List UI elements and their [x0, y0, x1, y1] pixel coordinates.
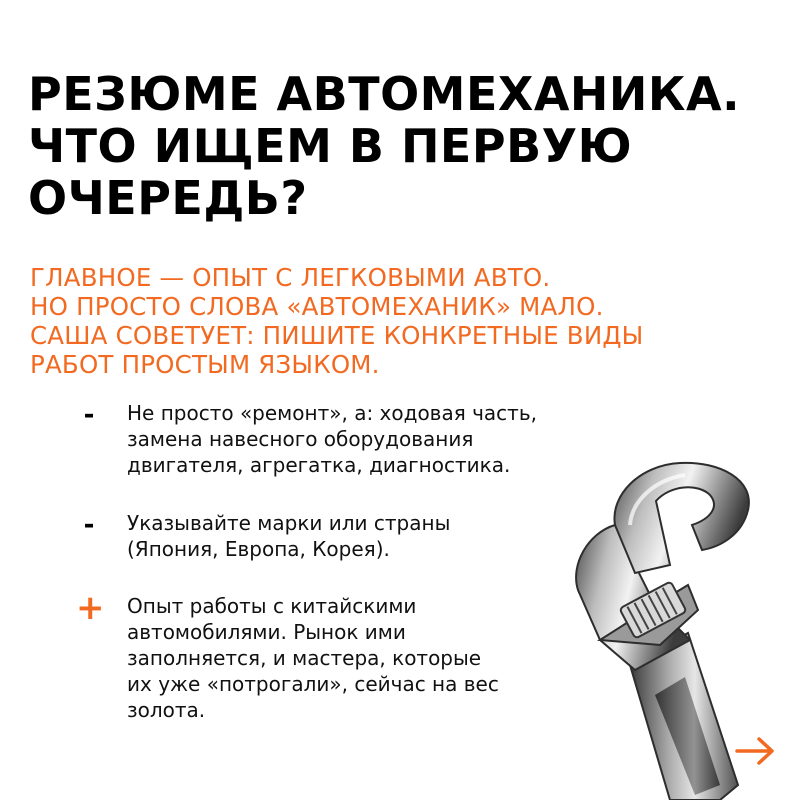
list-item-line: автомобилями. Рынок ими: [127, 620, 406, 644]
arrow-right-icon[interactable]: [733, 728, 779, 774]
list-item-line: Опыт работы с китайскими: [127, 594, 417, 618]
lead-line: САША СОВЕТУЕТ: ПИШИТЕ КОНКРЕТНЫЕ ВИДЫ: [30, 321, 644, 350]
list-item-line: Не просто «ремонт», а: ходовая часть,: [127, 401, 537, 425]
list-item-text: [127, 593, 597, 723]
list-item-line: золота.: [127, 698, 206, 722]
list-item-line: (Япония, Европа, Корея).: [127, 537, 390, 561]
list-item-line: заполняется, и мастера, которые: [127, 646, 482, 670]
lead-paragraph: [30, 263, 790, 379]
bullet-marker: -: [83, 510, 95, 540]
list-item-line: замена навесного оборудования: [127, 427, 474, 451]
lead-line: ГЛАВНОЕ — ОПЫТ С ЛЕГКОВЫМИ АВТО.: [30, 263, 551, 292]
list-item-line: их уже «потрогали», сейчас на вес: [127, 672, 499, 696]
list-item-text: [127, 510, 597, 562]
list-item-line: Указывайте марки или страны: [127, 511, 451, 535]
title-line: РЕЗЮМЕ АВТОМЕХАНИКА.: [28, 67, 741, 121]
title-line: ОЧЕРЕДЬ?: [28, 171, 308, 225]
list-item-line: двигателя, агрегатка, диагностика.: [127, 453, 511, 477]
lead-line: РАБОТ ПРОСТЫМ ЯЗЫКОМ.: [30, 350, 380, 379]
plus-marker: +: [76, 588, 105, 628]
title-line: ЧТО ИЩЕМ В ПЕРВУЮ: [28, 119, 633, 173]
page-title: [28, 68, 788, 224]
lead-line: НО ПРОСТО СЛОВА «АВТОМЕХАНИК» МАЛО.: [30, 292, 604, 321]
bullet-marker: -: [83, 400, 95, 430]
list-item-text: [127, 400, 597, 478]
